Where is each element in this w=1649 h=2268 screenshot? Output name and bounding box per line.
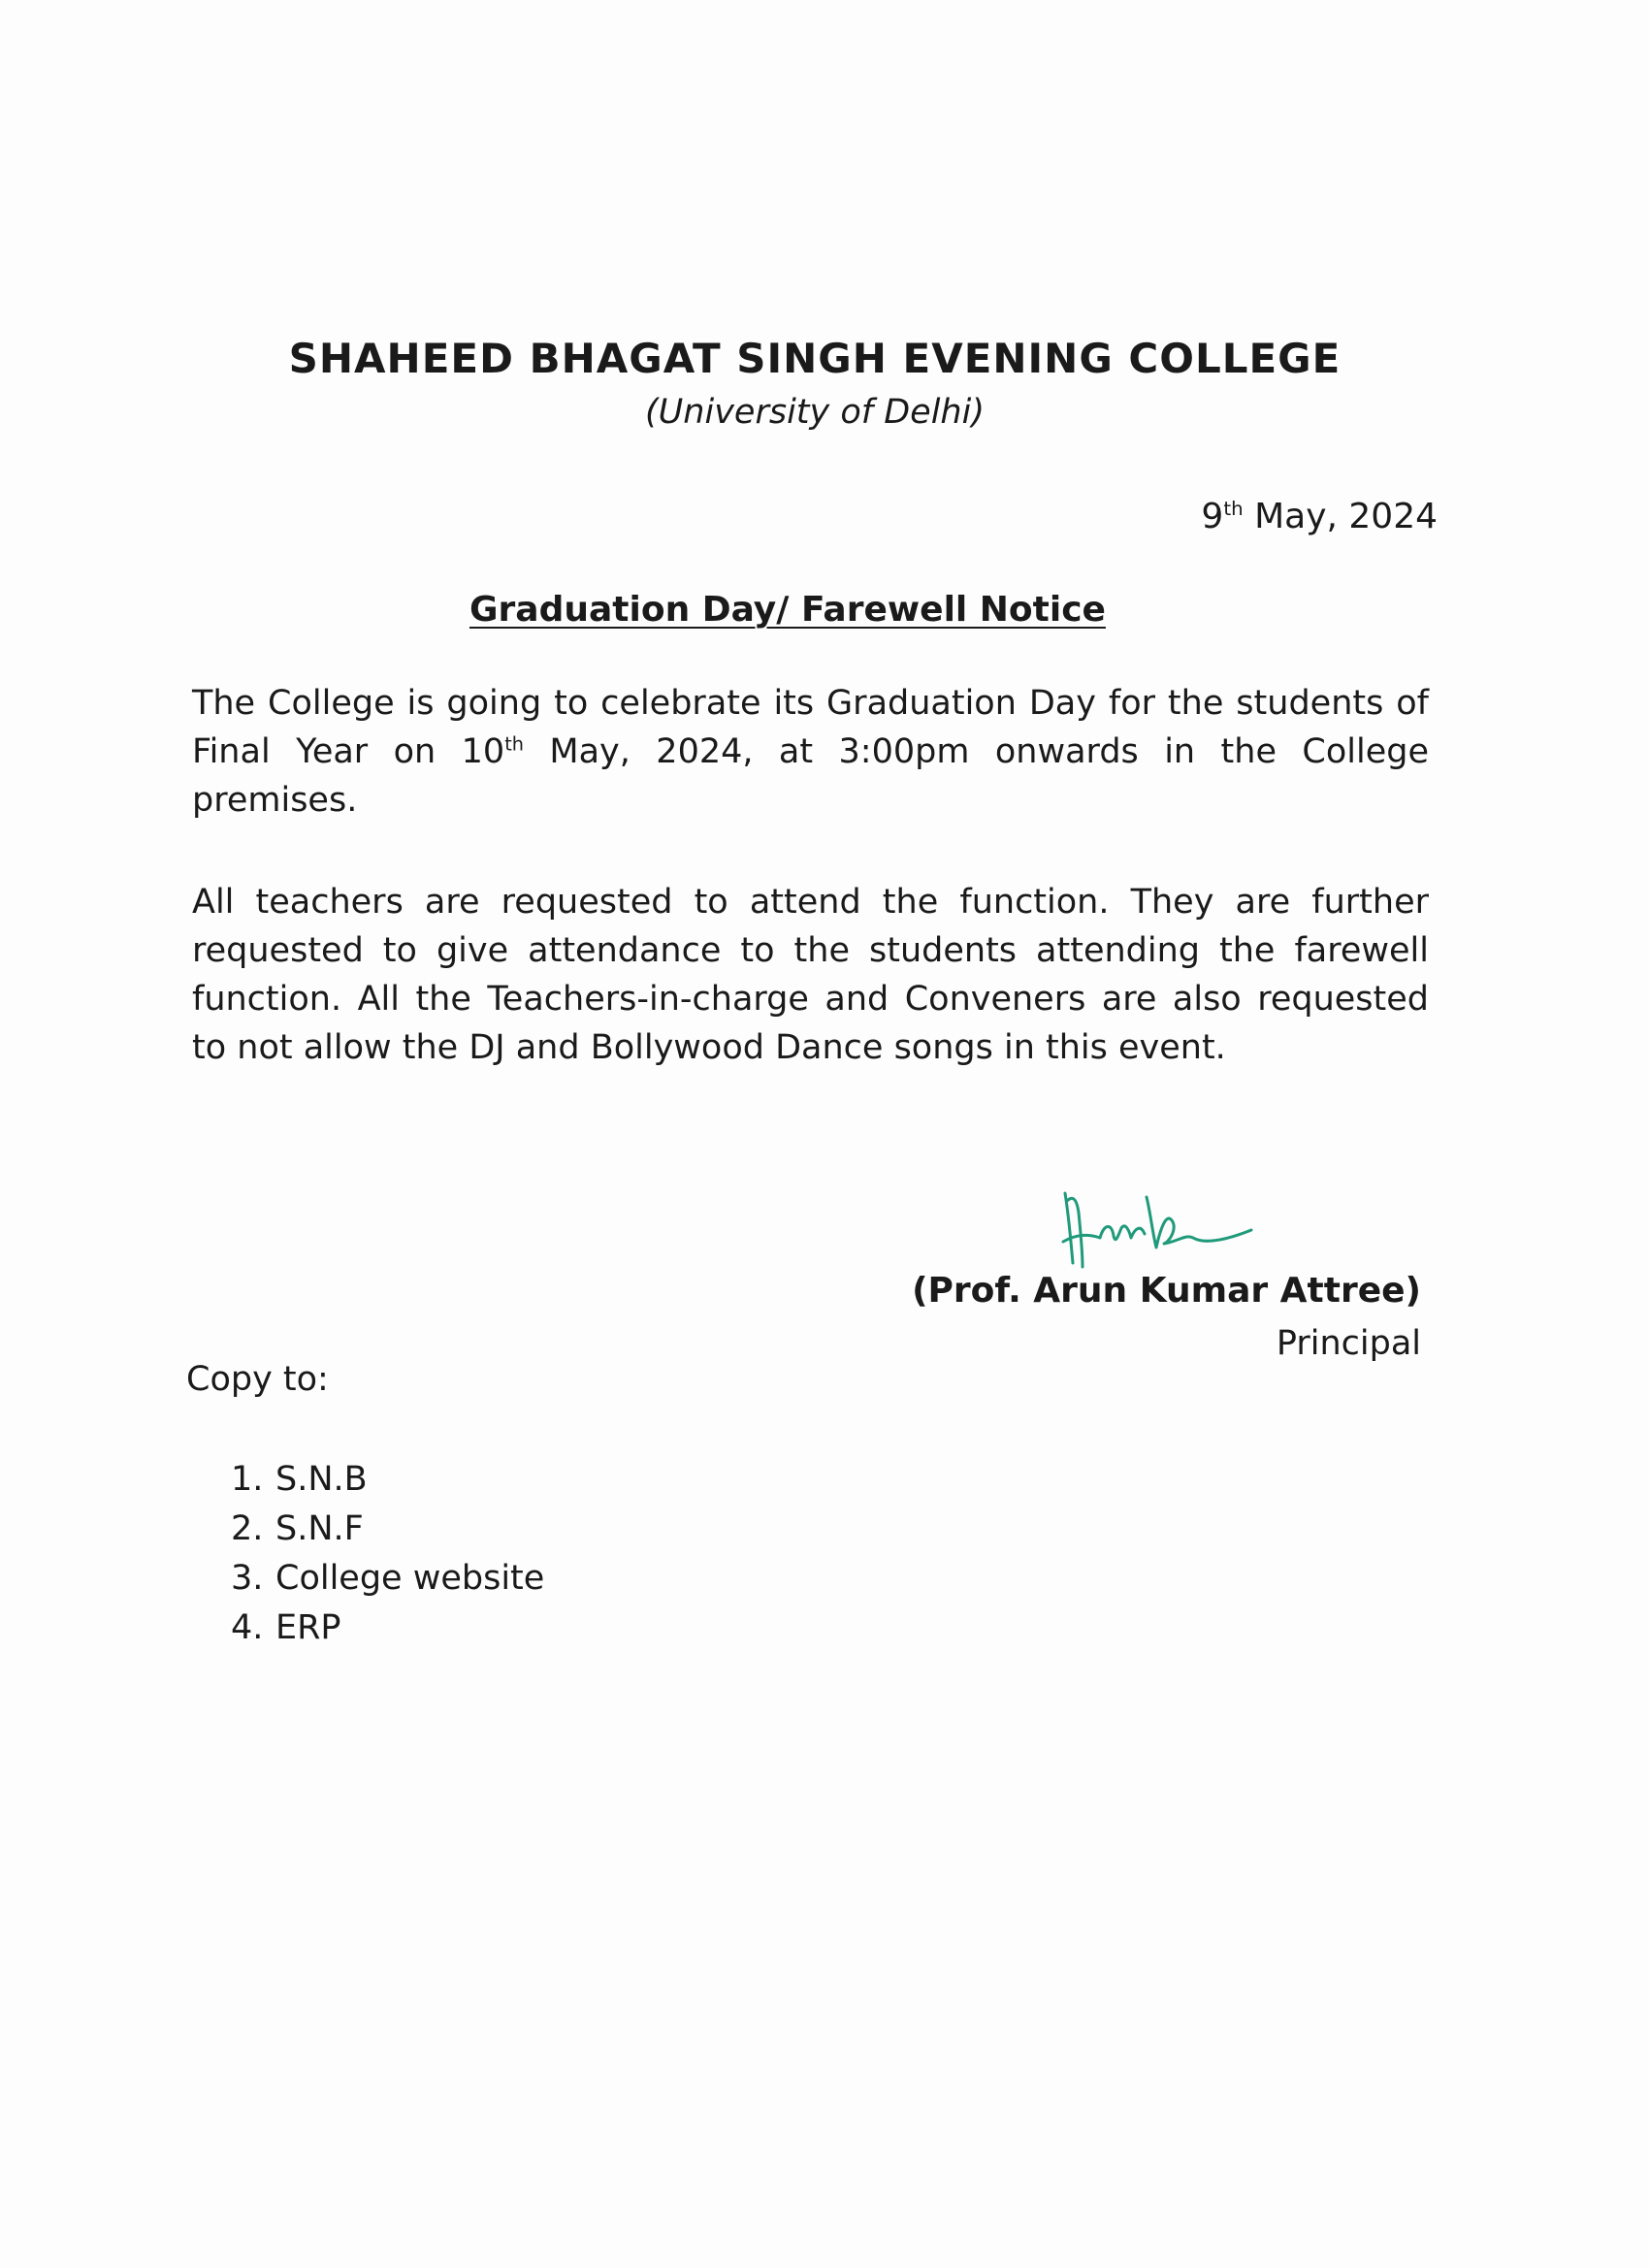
list-item-text: S.N.B	[275, 1460, 368, 1499]
list-item-number: 3.	[231, 1559, 264, 1598]
signature-mark	[1057, 1174, 1271, 1280]
date-rest: May, 2024	[1243, 497, 1438, 536]
signatory-name: (Prof. Arun Kumar Attree)	[912, 1271, 1421, 1311]
list-item-text: ERP	[275, 1608, 341, 1647]
copy-to-list	[231, 1455, 544, 1653]
para1-superscript: th	[504, 732, 524, 756]
list-item-number: 4.	[231, 1608, 264, 1647]
list-item	[231, 1554, 544, 1604]
para1-text-before: The College is going to celebrate its Graduation Day for the students of Final Year on 10	[192, 684, 1429, 771]
list-item	[231, 1505, 544, 1554]
date-day: 9	[1201, 497, 1224, 536]
list-item-text: S.N.F	[275, 1509, 364, 1548]
notice-paragraph-2: All teachers are requested to attend the function. They are further requested to give attendance to the students attending the farewell function. All the Teachers-in-charge and Conveners are also requested to not allow the DJ and Bollywood Dance songs in this event.	[192, 883, 1429, 1067]
list-item-number: 2.	[231, 1509, 264, 1548]
para1-text-after: May, 2024, at 3:00pm onwards in the College premises.	[192, 732, 1429, 820]
notice-paragraph-1	[192, 679, 1429, 825]
list-item	[231, 1604, 544, 1653]
date-suffix: th	[1223, 498, 1244, 520]
list-item-number: 1.	[231, 1460, 264, 1499]
list-item-text: College website	[275, 1559, 545, 1598]
notice-date	[1201, 497, 1438, 536]
signatory-title: Principal	[1276, 1324, 1421, 1363]
notice-title: Graduation Day/ Farewell Notice	[469, 590, 1106, 630]
copy-to-label: Copy to:	[186, 1360, 329, 1399]
college-name: SHAHEED BHAGAT SINGH EVENING COLLEGE	[288, 335, 1342, 382]
list-item	[231, 1455, 544, 1505]
university-name: (University of Delhi)	[645, 393, 985, 432]
